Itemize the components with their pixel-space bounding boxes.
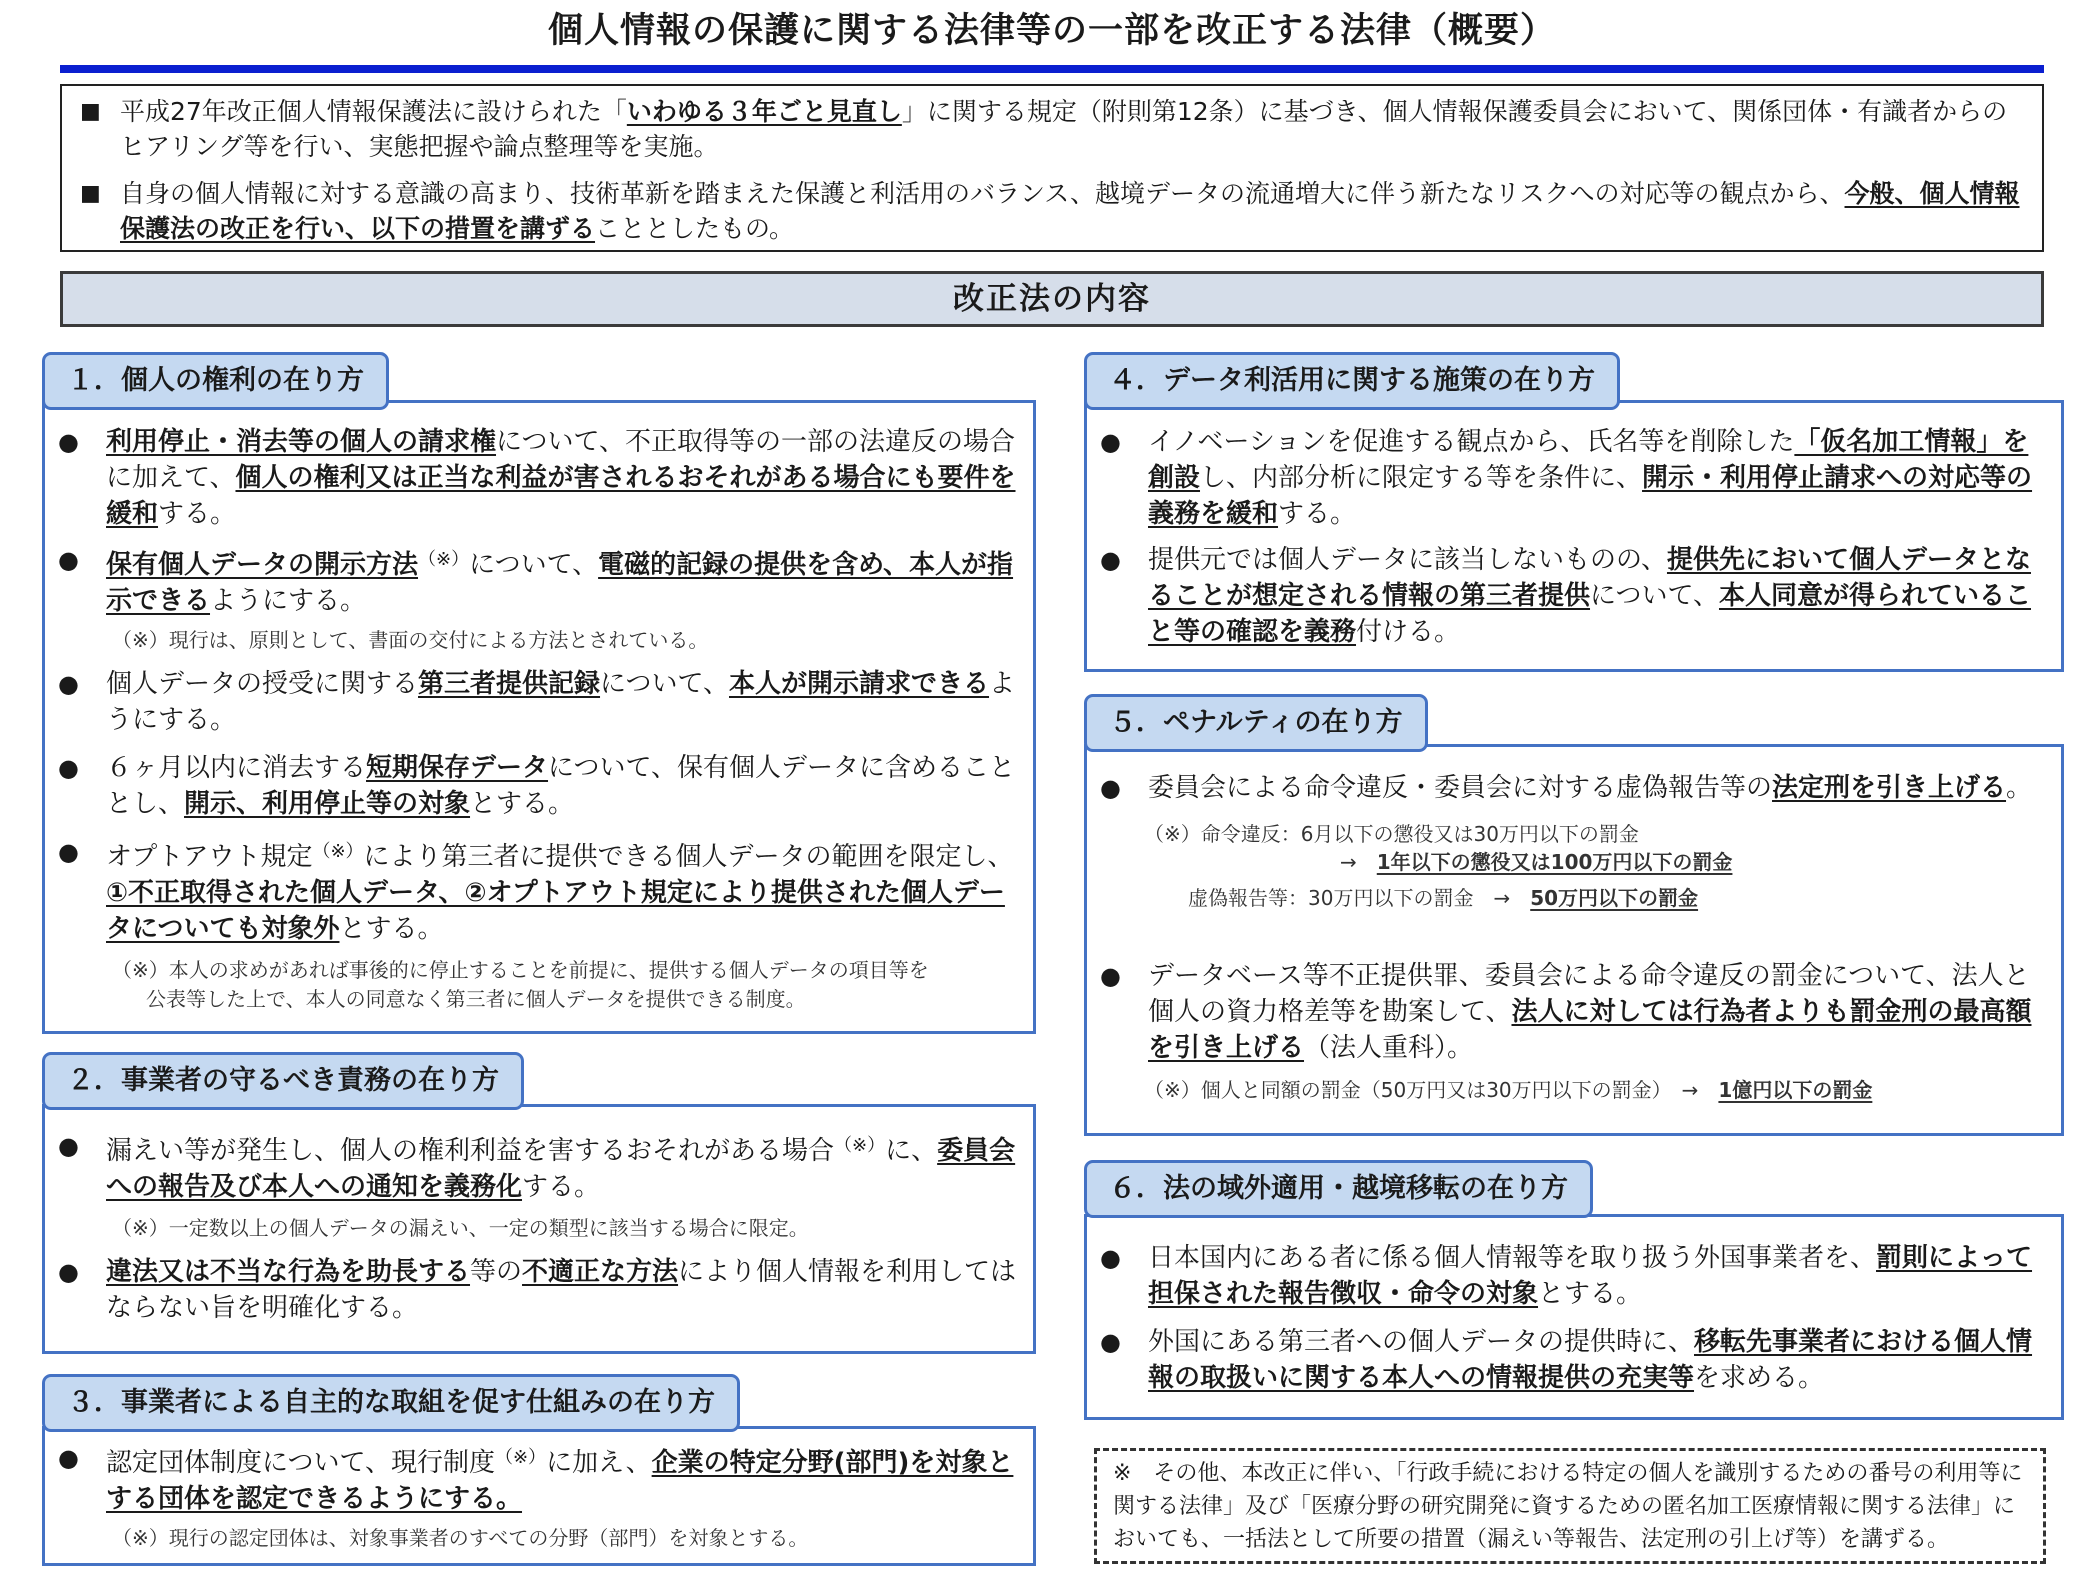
bullet-icon: ● <box>58 1132 79 1160</box>
bullet-icon: ● <box>58 670 79 698</box>
section-5-note-1b: → 1年以下の懲役又は100万円以下の罰金 <box>1340 850 1733 874</box>
footnote-box: ※ その他、本改正に伴い、「行政手続における特定の個人を識別するための番号の利用等に関する法律」及び「医療分野の研究開発に資するための匿名加工医療情報に関する法律」においても、一括法として所要の措置（漏えい等報告、法定刑の引上げ等）を講ずる。 <box>1094 1448 2046 1564</box>
bullet-icon: ● <box>1100 1244 1121 1272</box>
square-bullet-icon: ■ <box>80 181 101 206</box>
section-2-note-1: （※）一定数以上の個人データの漏えい、一定の類型に該当する場合に限定。 <box>112 1216 809 1240</box>
section-6-item-2: ● 外国にある第三者への個人データの提供時に、移転先事業者における個人情報の取扱いに関する本人への情報提供の充実等を求める。 <box>1086 1324 2052 1396</box>
section-1-heading: １．個人の権利の在り方 <box>42 352 389 410</box>
intro-paragraph-1: ■ 平成27年改正個人情報保護法に設けられた「いわゆる３年ごと見直し」に関する規定（附則第12条）に基づき、個人情報保護委員会において、関係団体・有識者からのヒアリング等を行い、実態把握や論点整理等を実施。 <box>80 94 2024 164</box>
section-3-note-1: （※）現行の認定団体は、対象事業者のすべての分野（部門）を対象とする。 <box>112 1526 809 1550</box>
section-1-note-5b: 公表等した上で、本人の同意なく第三者に個人データを提供できる制度。 <box>146 987 806 1011</box>
arrow-icon: → <box>1340 850 1357 874</box>
section-4-heading: ４．データ利活用に関する施策の在り方 <box>1084 352 1620 410</box>
title-rule <box>60 65 2044 73</box>
bullet-icon: ● <box>58 754 79 782</box>
section-3-heading: ３．事業者による自主的な取組を促す仕組みの在り方 <box>42 1374 740 1432</box>
bullet-icon: ● <box>58 1444 79 1472</box>
section-1-item-1: ● 利用停止・消去等の個人の請求権について、不正取得等の一部の法違反の場合に加えて、個人の権利又は正当な利益が害されるおそれがある場合にも要件を緩和する。 <box>44 424 1024 532</box>
section-5-note-1c: 虚偽報告等：30万円以下の罰金 → 50万円以下の罰金 <box>1188 886 1699 910</box>
bullet-icon: ● <box>58 838 79 866</box>
section-6-item-1: ● 日本国内にある者に係る個人情報等を取り扱う外国事業者を、罰則によって担保された報告徴収・命令の対象とする。 <box>1086 1240 2052 1312</box>
bullet-icon: ● <box>58 1258 79 1286</box>
section-5-item-1: ● 委員会による命令違反・委員会に対する虚偽報告等の法定刑を引き上げる。 <box>1086 770 2052 806</box>
section-1-item-3: ● 個人データの授受に関する第三者提供記録について、本人が開示請求できるようにする。 <box>44 666 1024 738</box>
section-2-item-1: ● 漏えい等が発生し、個人の権利利益を害するおそれがある場合（※）に、委員会への報告及び本人への通知を義務化する。 <box>44 1128 1024 1205</box>
section-4-item-1: ● イノベーションを促進する観点から、氏名等を削除した「仮名加工情報」を創設し、内部分析に限定する等を条件に、開示・利用停止請求への対応等の義務を緩和する。 <box>1086 424 2052 532</box>
section-5-note-2: （※）個人と同額の罰金（50万円又は30万円以下の罰金） → 1億円以下の罰金 <box>1144 1078 1873 1102</box>
section-2-heading: ２．事業者の守るべき責務の在り方 <box>42 1052 524 1110</box>
page-title: 個人情報の保護に関する法律等の一部を改正する法律（概要） <box>547 11 1556 51</box>
bullet-icon: ● <box>1100 1328 1121 1356</box>
section-1-item-5: ● オプトアウト規定（※）により第三者に提供できる個人データの範囲を限定し、①不正取得された個人データ、②オプトアウト規定により提供された個人データについても対象外とする。 <box>44 834 1024 947</box>
section-1-item-4: ● ６ヶ月以内に消去する短期保存データについて、保有個人データに含めることとし、開示、利用停止等の対象とする。 <box>44 750 1024 822</box>
section-3-item-1: ● 認定団体制度について、現行制度（※）に加え、企業の特定分野(部門)を対象とする団体を認定できるようにする。 <box>44 1440 1024 1517</box>
bullet-icon: ● <box>58 428 79 456</box>
bullet-icon: ● <box>58 546 79 574</box>
section-4-item-2: ● 提供元では個人データに該当しないものの、提供先において個人データとなることが想定される情報の第三者提供について、本人同意が得られていること等の確認を義務付ける。 <box>1086 542 2052 650</box>
section-2-item-2: ● 違法又は不当な行為を助長する等の不適正な方法により個人情報を利用してはならない旨を明確化する。 <box>44 1254 1024 1326</box>
section-1-item-2: ● 保有個人データの開示方法（※）について、電磁的記録の提供を含め、本人が指示できるようにする。 <box>44 542 1024 619</box>
section-6-heading: ６．法の域外適用・越境移転の在り方 <box>1084 1160 1593 1218</box>
section-5-item-2: ● データベース等不正提供罪、委員会による命令違反の罰金について、法人と個人の資力格差等を勘案して、法人に対しては行為者よりも罰金刑の最高額を引き上げる（法人重科）。 <box>1086 958 2052 1066</box>
bullet-icon: ● <box>1100 774 1121 802</box>
intro-paragraph-2: ■ 自身の個人情報に対する意識の高まり、技術革新を踏まえた保護と利活用のバランス、越境データの流通増大に伴う新たなリスクへの対応等の観点から、今般、個人情報保護法の改正を行い、以下の措置を講ずることとしたもの。 <box>80 176 2024 246</box>
section-1-note-5a: （※）本人の求めがあれば事後的に停止することを前提に、提供する個人データの項目等を <box>112 958 929 982</box>
section-1-note-2: （※）現行は、原則として、書面の交付による方法とされている。 <box>112 628 709 652</box>
intro-box <box>60 84 2044 252</box>
section-5-heading: ５．ペナルティの在り方 <box>1084 694 1428 752</box>
bullet-icon: ● <box>1100 428 1121 456</box>
bullet-icon: ● <box>1100 962 1121 990</box>
bullet-icon: ● <box>1100 546 1121 574</box>
section-banner: 改正法の内容 <box>60 271 2044 327</box>
square-bullet-icon: ■ <box>80 99 101 124</box>
section-5-note-1a: （※）命令違反：6月以下の懲役又は30万円以下の罰金 <box>1144 822 1639 846</box>
